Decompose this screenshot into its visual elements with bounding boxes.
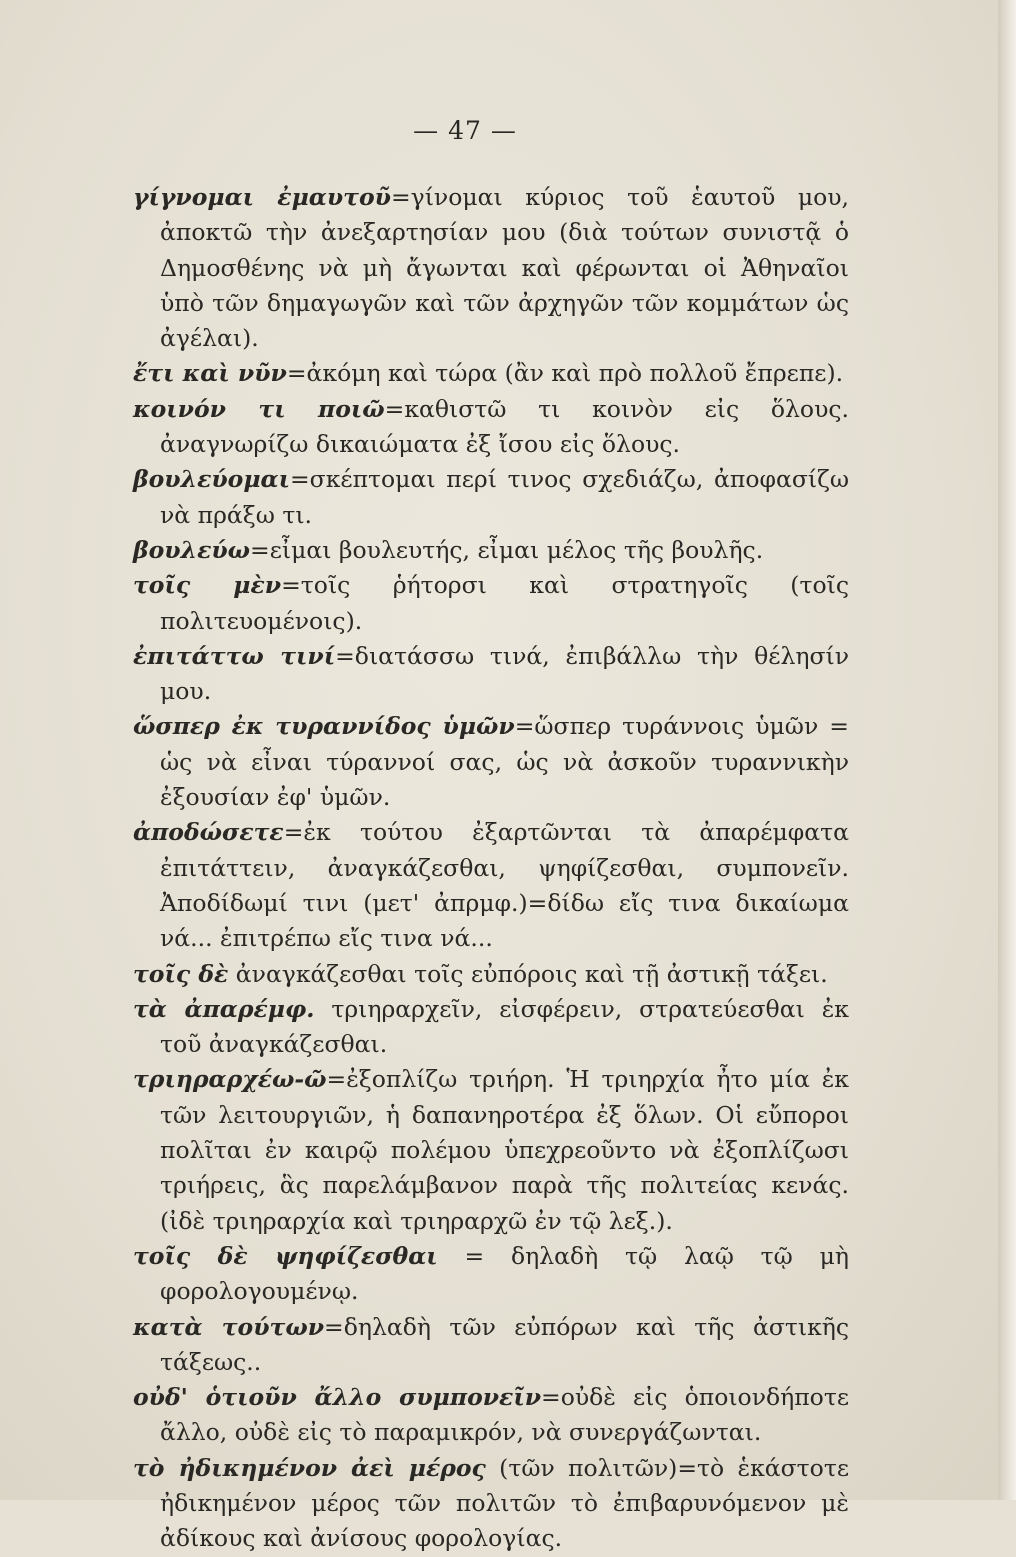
- page-edge: [998, 0, 1016, 1500]
- glossary-entry: [133, 462, 849, 533]
- entry-definition: =οὐδὲ εἰς ὁποιονδήποτε ἄλλο, οὐδὲ εἰς τὸ παραμικρόν, νὰ συνεργάζωνται.: [160, 1383, 849, 1447]
- entry-definition: =ἐκ τούτου ἐξαρτῶνται τὰ ἀπαρέμφατα ἐπιτάττειν, ἀναγκάζεσθαι, ψηφίζεσθαι, συμπονεῖν. Ἀποδίδωμί τινι (μετ' ἀπρμφ.)=δίδω εἴς τινα δικαίωμα νά... ἐπιτρέπω εἴς τινα νά...: [160, 818, 849, 953]
- entry-definition: τριηραρχεῖν, εἰσφέρειν, στρατεύεσθαι ἐκ τοῦ ἀναγκάζεσθαι.: [160, 994, 849, 1059]
- entry-term: τοῖς μὲν: [133, 571, 282, 600]
- entry-term: κοινόν τι ποιῶ: [133, 394, 385, 423]
- entry-term: τοῖς δὲ: [133, 959, 229, 988]
- glossary-entry: [133, 392, 849, 463]
- entry-definition: = δηλαδὴ τῷ λαῷ τῷ μὴ φορολογουμένῳ.: [160, 1241, 849, 1306]
- entry-definition: =ἀκόμη καὶ τώρα (ἂν καὶ πρὸ πολλοῦ ἔπρεπε).: [286, 359, 844, 388]
- page-number: — 47 —: [413, 116, 517, 145]
- entry-definition: =καθιστῶ τι κοινὸν εἰς ὅλους. ἀναγνωρίζω δικαιώματα ἐξ ἴσου εἰς ὅλους.: [160, 394, 849, 459]
- entry-definition: =εἶμαι βουλευτής, εἶμαι μέλος τῆς βουλῆς.: [250, 535, 764, 564]
- entry-term: τὰ ἀπαρέμφ.: [133, 994, 315, 1023]
- entry-definition: =δηλαδὴ τῶν εὐπόρων καὶ τῆς ἀστικῆς τάξεως..: [160, 1312, 850, 1376]
- entry-term: κατὰ τούτων: [133, 1312, 325, 1341]
- entry-definition: (τῶν πολιτῶν)=τὸ ἑκάστοτε ἠδικημένον μέρος τῶν πολιτῶν τὸ ἐπιβαρυνόμενον μὲ ἀδίκους καὶ ἀνίσους φορολογίας.: [160, 1453, 849, 1553]
- entry-term: οὐδ' ὁτιοῦν ἄλλο συμπονεῖν: [133, 1383, 542, 1412]
- entry-term: ἐπιτάττω τινί: [133, 641, 336, 670]
- glossary-entry: [133, 1239, 849, 1310]
- glossary-entry: [133, 815, 849, 956]
- glossary-entry: [133, 639, 849, 710]
- entry-term: βουλεύω: [133, 535, 251, 564]
- glossary-entry: [133, 1310, 849, 1381]
- entry-term: ὥσπερ ἐκ τυραννίδος ὑμῶν: [133, 712, 515, 741]
- entry-term: ἀποδώσετε: [133, 818, 284, 847]
- entry-term: ἔτι καὶ νῦν: [133, 359, 287, 388]
- glossary-entry: [133, 568, 849, 639]
- glossary-entries: [133, 180, 849, 1557]
- glossary-entry: [133, 356, 849, 391]
- glossary-entry: [133, 957, 849, 992]
- glossary-entry: [133, 1451, 849, 1557]
- entry-definition: =γίνομαι κύριος τοῦ ἑαυτοῦ μου, ἀποκτῶ τὴν ἀνεξαρτησίαν μου (διὰ τούτων συνιστᾷ ὁ Δημοσθένης νὰ μὴ ἄγωνται καὶ φέρωνται οἱ Ἀθηναῖοι ὑπὸ τῶν δημαγωγῶν καὶ τῶν ἀρχηγῶν τῶν κομμάτων ὡς ἀγέλαι).: [160, 183, 850, 353]
- entry-definition: =διατάσσω τινά, ἐπιβάλλω τὴν θέλησίν μου.: [160, 641, 849, 706]
- entry-definition: ἀναγκάζεσθαι τοῖς εὐπόροις καὶ τῇ ἀστικῇ τάξει.: [228, 959, 828, 988]
- entry-definition: =σκέπτομαι περί τινος σχεδιάζω, ἀποφασίζω νὰ πράξω τι.: [160, 465, 849, 529]
- entry-term: βουλεύομαι: [133, 465, 290, 494]
- glossary-entry: [133, 992, 849, 1063]
- entry-definition: =τοῖς ῥήτορσι καὶ στρατηγοῖς (τοῖς πολιτευομένοις).: [160, 571, 849, 635]
- glossary-entry: [133, 180, 849, 356]
- glossary-entry: [133, 1380, 849, 1451]
- entry-term: τοῖς δὲ ψηφίζεσθαι: [133, 1241, 438, 1270]
- entry-term: τριηραρχέω-ῶ: [133, 1065, 327, 1094]
- entry-term: τὸ ἠδικημένον ἀεὶ μέρος: [133, 1453, 486, 1482]
- entry-term: γίγνομαι ἐμαυτοῦ: [133, 183, 391, 211]
- glossary-entry: [133, 1062, 849, 1238]
- entry-definition: =ἐξοπλίζω τριήρη. Ἡ τριηρχία ἦτο μία ἐκ τῶν λειτουργιῶν, ἡ δαπανηροτέρα ἐξ ὅλων. Οἱ εὔποροι πολῖται ἐν καιρῷ πολέμου ὑπεχρεοῦντο νὰ ἐξοπλίζωσι τριήρεις, ἃς παρελάμβανον παρὰ τῆς πολιτείας κενάς. (ἰδὲ τριηραρχία καὶ τριηραρχῶ ἐν τῷ λεξ.).: [160, 1065, 849, 1235]
- glossary-entry: [133, 709, 849, 815]
- glossary-entry: [133, 533, 849, 568]
- entry-definition: =ὥσπερ τυράννοις ὑμῶν = ὡς νὰ εἶναι τύραννοί σας, ὡς νὰ ἀσκοῦν τυραννικὴν ἐξουσίαν ἐφ' ὑμῶν.: [160, 712, 849, 812]
